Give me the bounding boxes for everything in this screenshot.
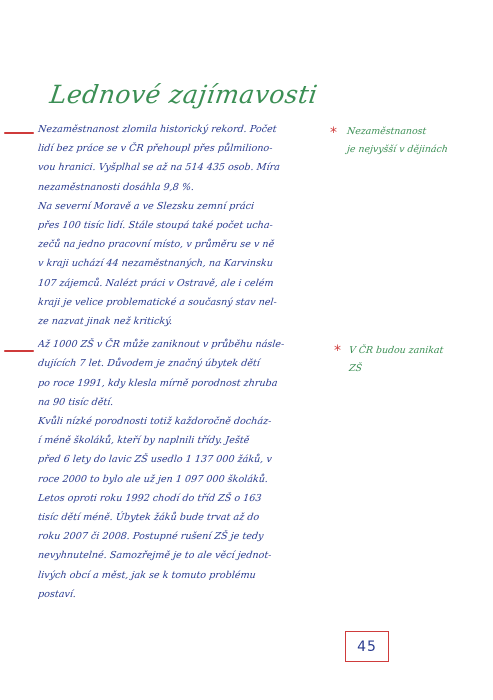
text-line: nevyhnutelné. Samozřejmě je to ale věcí jednot- (37, 550, 273, 562)
red-star-marker: * (330, 125, 337, 141)
text-line: dujících 7 let. Důvodem je značný úbytek dětí (37, 358, 261, 370)
text-line: Kvůli nízké porodnosti totiž každoročně docház- (37, 416, 272, 428)
text-line: na 90 tisíc dětí. (37, 396, 114, 408)
text-line: roce 2000 to bylo ale už jen 1 097 000 školáků. (37, 473, 269, 485)
text-line: Na severní Moravě a ve Slezsku zemní práci (37, 200, 255, 212)
text-line: Letos oproti roku 1992 chodí do tříd ZŠ o 163 (37, 492, 263, 504)
text-line: livých obcí a měst, jak se k tomuto problému (37, 569, 257, 581)
page-number-box (345, 631, 389, 662)
text-line: kraji je velice problematické a současný stav nel- (37, 296, 278, 308)
text-line: Nezaměstnanost zlomila historický rekord. Počet (37, 124, 278, 135)
text-line: Až 1000 ZŠ v ČR může zaniknout v průběhu násle- (37, 339, 285, 351)
text-line: před 6 lety do lavic ZŠ usedlo 1 137 000 žáků, v (37, 454, 273, 466)
margin-note-line: Nezaměstnanost (346, 126, 427, 137)
text-line: zečů na jedno pracovní místo, v průměru se v ně (37, 239, 275, 251)
margin-note-line: V ČR budou zanikat (348, 345, 444, 356)
red-dash-marker (4, 350, 34, 352)
text-line: tisíc dětí méně. Úbytek žáků bude trvat až do (37, 512, 260, 524)
page-title: Lednové zajímavosti (48, 80, 320, 109)
text-line: přes 100 tisíc lidí. Stále stoupá také počet ucha- (37, 220, 274, 232)
margin-note (346, 123, 486, 159)
text-line: v kraji uchází 44 nezaměstnaných, na Karvinsku (37, 258, 274, 270)
margin-note-line: je nejvyšší v dějinách (346, 144, 449, 155)
text-line: í méně školáků, kteří by naplnili třídy. Ještě (37, 435, 250, 447)
red-star-marker: * (334, 343, 341, 359)
text-line: nezaměstnanosti dosáhla 9,8 %. (37, 181, 195, 193)
text-line: roku 2007 či 2008. Postupné rušení ZŠ je tedy (37, 531, 265, 543)
text-line: vou hranici. Vyšplhal se až na 514 435 osob. Míra (37, 162, 281, 174)
page-number: 45 (357, 638, 377, 655)
margin-note (348, 342, 488, 378)
text-line: lidí bez práce se v ČR přehoupl přes půlmiliono- (37, 143, 274, 155)
text-line: 107 zájemců. Nalézt práci v Ostravě, ale i celém (37, 277, 275, 289)
text-line: ze nazvat jinak než kritický. (37, 316, 173, 328)
margin-note-line: ZŠ (348, 363, 363, 374)
red-dash-marker (4, 132, 34, 134)
text-line: po roce 1991, kdy klesla mírně porodnost zhruba (37, 377, 279, 389)
text-line: postaví. (37, 588, 77, 600)
handwritten-body (37, 120, 337, 604)
